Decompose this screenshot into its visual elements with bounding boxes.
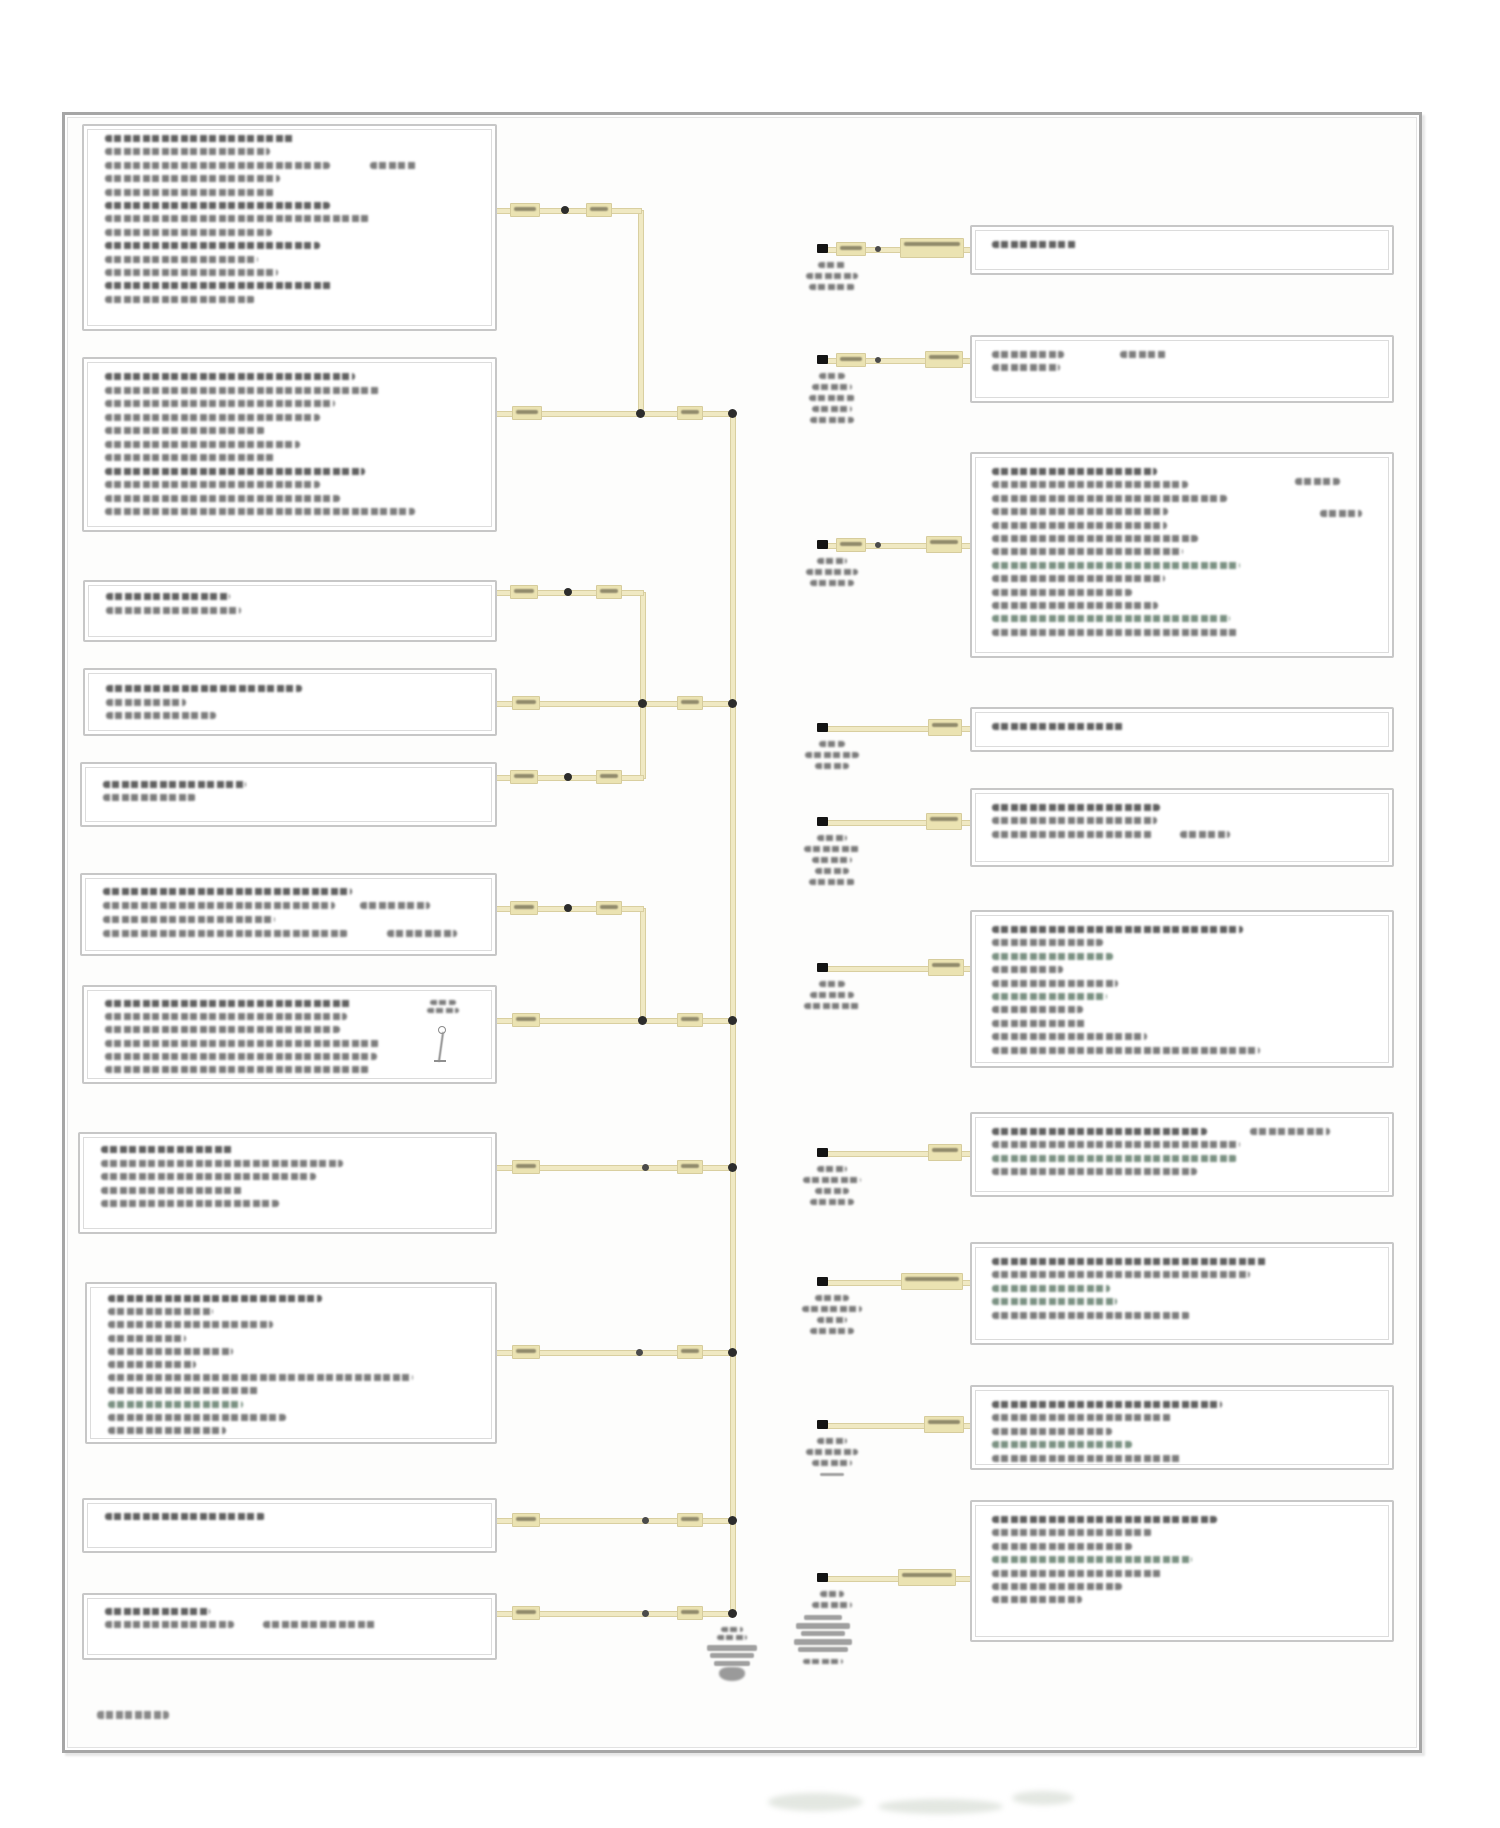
junction-dot bbox=[564, 773, 572, 781]
text-line bbox=[810, 992, 854, 998]
wire-code-label bbox=[512, 1160, 540, 1174]
wire-code-label bbox=[677, 1513, 703, 1527]
wire-code-label bbox=[925, 351, 963, 368]
text-line bbox=[817, 558, 847, 564]
wire-code-smudge bbox=[840, 246, 862, 250]
text-line bbox=[992, 817, 1157, 824]
text-line bbox=[105, 387, 380, 394]
wire-code-smudge bbox=[600, 774, 618, 778]
wire-code-smudge bbox=[681, 1164, 699, 1168]
text-line bbox=[108, 1348, 233, 1355]
text-line bbox=[992, 468, 1157, 475]
text-line bbox=[105, 1000, 352, 1007]
text-line bbox=[815, 1188, 849, 1194]
bus-wire-vertical bbox=[730, 413, 736, 1615]
text-line bbox=[108, 1308, 213, 1315]
component-box bbox=[970, 910, 1394, 1068]
text-line bbox=[810, 580, 854, 586]
text-line bbox=[992, 241, 1077, 248]
text-line bbox=[105, 427, 265, 434]
scan-smudge bbox=[878, 1799, 1003, 1814]
junction-dot bbox=[561, 206, 569, 214]
text-line bbox=[992, 831, 1153, 838]
junction-dot bbox=[728, 699, 737, 708]
text-line bbox=[992, 1543, 1132, 1550]
wire-code-smudge bbox=[932, 963, 960, 967]
text-line bbox=[992, 1298, 1117, 1305]
wire-code-smudge bbox=[516, 1349, 536, 1353]
wire-code-label bbox=[596, 901, 622, 915]
text-line bbox=[370, 162, 417, 169]
text-line bbox=[105, 373, 355, 380]
text-line bbox=[263, 1621, 377, 1628]
pin-square bbox=[817, 540, 828, 549]
text-line bbox=[105, 1026, 340, 1033]
wire-code-label bbox=[510, 770, 538, 784]
wire-code-label bbox=[512, 1513, 540, 1527]
text-line bbox=[992, 1414, 1172, 1421]
text-line bbox=[992, 1556, 1192, 1563]
text-line bbox=[105, 441, 300, 448]
text-line bbox=[108, 1295, 322, 1302]
text-line bbox=[817, 1438, 847, 1444]
wire-code-label bbox=[900, 238, 964, 258]
text-line bbox=[105, 175, 280, 182]
text-line bbox=[105, 1066, 370, 1073]
pin-square bbox=[817, 963, 828, 972]
wire-code-smudge bbox=[516, 700, 536, 704]
pin-square bbox=[817, 723, 828, 732]
wire-code-label bbox=[677, 1345, 703, 1359]
junction-dot bbox=[728, 1516, 737, 1525]
text-line bbox=[992, 1006, 1083, 1013]
wire-code-label bbox=[596, 770, 622, 784]
text-line bbox=[105, 189, 275, 196]
pin-square bbox=[817, 1277, 828, 1286]
wire-code-smudge bbox=[932, 1148, 958, 1152]
text-line bbox=[992, 602, 1158, 609]
text-line bbox=[992, 993, 1107, 1000]
component-box bbox=[970, 788, 1394, 867]
connector-stack-icon bbox=[801, 1631, 845, 1636]
text-line bbox=[105, 468, 365, 475]
text-line bbox=[992, 1401, 1222, 1408]
scan-smudge bbox=[1012, 1791, 1074, 1805]
text-line bbox=[809, 284, 855, 290]
text-line bbox=[103, 930, 348, 937]
text-line bbox=[992, 926, 1243, 933]
text-line bbox=[992, 351, 1064, 358]
junction-dot bbox=[728, 1163, 737, 1172]
text-line bbox=[105, 1513, 265, 1520]
wire-code-label bbox=[677, 1606, 703, 1620]
wire-code-label bbox=[512, 696, 540, 710]
pin-square bbox=[817, 1148, 828, 1157]
wire-code-smudge bbox=[516, 410, 538, 414]
text-line bbox=[108, 1414, 286, 1421]
wire-code-smudge bbox=[681, 1017, 699, 1021]
pin-square bbox=[817, 244, 828, 253]
text-line bbox=[992, 1312, 1190, 1319]
wire-code-label bbox=[924, 1416, 964, 1433]
text-line bbox=[105, 508, 415, 515]
wire-code-smudge bbox=[514, 774, 534, 778]
text-line bbox=[992, 1047, 1260, 1054]
wire-code-smudge bbox=[600, 905, 618, 909]
wire-code-label bbox=[512, 406, 542, 420]
component-box bbox=[82, 1498, 497, 1553]
text-line bbox=[992, 615, 1230, 622]
fuse-icon bbox=[434, 1060, 446, 1062]
text-line bbox=[105, 256, 258, 263]
wire-code-label bbox=[510, 585, 538, 599]
text-line bbox=[106, 699, 186, 706]
text-line bbox=[101, 1200, 279, 1207]
text-line bbox=[105, 481, 320, 488]
text-line bbox=[992, 1033, 1147, 1040]
wire-code-smudge bbox=[905, 1277, 959, 1281]
text-line bbox=[105, 269, 278, 276]
wire-code-label bbox=[836, 242, 866, 256]
text-line bbox=[806, 273, 858, 279]
wire-code-smudge bbox=[681, 1610, 699, 1614]
text-line bbox=[992, 723, 1124, 730]
text-line bbox=[812, 1602, 852, 1608]
wire-code-label bbox=[836, 353, 866, 367]
scan-smudge bbox=[768, 1793, 863, 1811]
wire-code-smudge bbox=[590, 207, 608, 211]
text-line bbox=[806, 1449, 858, 1455]
text-line bbox=[992, 1428, 1112, 1435]
wire-code-label bbox=[928, 719, 962, 736]
junction-dot bbox=[875, 246, 881, 252]
text-line bbox=[105, 454, 275, 461]
text-line bbox=[992, 495, 1227, 502]
text-line bbox=[992, 1285, 1110, 1292]
text-line bbox=[105, 215, 370, 222]
ground-icon bbox=[707, 1645, 757, 1651]
text-line bbox=[803, 1659, 843, 1664]
text-line bbox=[105, 135, 295, 142]
wire-code-smudge bbox=[928, 1420, 960, 1424]
wire-code-smudge bbox=[929, 355, 959, 359]
junction-dot bbox=[564, 904, 572, 912]
text-line bbox=[105, 1608, 210, 1615]
text-line bbox=[105, 202, 330, 209]
wire-code-smudge bbox=[840, 357, 862, 361]
text-line bbox=[819, 741, 845, 747]
text-line bbox=[805, 752, 859, 758]
wire-code-smudge bbox=[932, 723, 958, 727]
text-line bbox=[108, 1387, 260, 1394]
text-line bbox=[815, 868, 849, 874]
text-line bbox=[992, 364, 1060, 371]
junction-dot bbox=[728, 1348, 737, 1357]
text-line bbox=[804, 1003, 860, 1009]
text-line bbox=[108, 1321, 273, 1328]
text-line bbox=[812, 406, 852, 412]
text-line bbox=[820, 1591, 844, 1597]
text-line bbox=[815, 1295, 849, 1301]
text-line bbox=[992, 1128, 1207, 1135]
wire-code-smudge bbox=[902, 1573, 952, 1577]
text-line bbox=[992, 1020, 1087, 1027]
junction-dot bbox=[642, 1517, 649, 1524]
text-line bbox=[817, 1166, 847, 1172]
text-line bbox=[992, 535, 1198, 542]
wire-code-smudge bbox=[514, 589, 534, 593]
wire-code-smudge bbox=[681, 1349, 699, 1353]
text-line bbox=[101, 1173, 316, 1180]
text-line bbox=[717, 1635, 747, 1640]
text-line bbox=[105, 1621, 234, 1628]
text-line bbox=[810, 1199, 854, 1205]
branch-wire-vertical bbox=[640, 908, 646, 1022]
text-line bbox=[992, 548, 1183, 555]
text-line bbox=[806, 569, 858, 575]
junction-dot bbox=[636, 409, 645, 418]
wire-code-label bbox=[677, 1160, 703, 1174]
text-line bbox=[103, 916, 275, 923]
text-line bbox=[108, 1427, 226, 1434]
text-line bbox=[802, 1306, 862, 1312]
wire-code-smudge bbox=[930, 817, 958, 821]
wire-code-label bbox=[512, 1606, 540, 1620]
wire-code-smudge bbox=[904, 242, 960, 246]
branch-wire-vertical bbox=[638, 210, 644, 415]
text-line bbox=[992, 562, 1240, 569]
text-line bbox=[992, 939, 1103, 946]
text-line bbox=[812, 384, 852, 390]
wire-code-smudge bbox=[516, 1610, 536, 1614]
text-line bbox=[810, 417, 854, 423]
text-line bbox=[818, 262, 846, 268]
text-line bbox=[105, 282, 332, 289]
text-line bbox=[992, 1529, 1152, 1536]
connector-stack-icon bbox=[798, 1647, 848, 1652]
text-line bbox=[992, 629, 1238, 636]
branch-wire-vertical bbox=[640, 592, 646, 779]
wire-code-label bbox=[596, 585, 622, 599]
wire-code-smudge bbox=[514, 905, 534, 909]
pin-square bbox=[817, 355, 828, 364]
text-line bbox=[992, 804, 1160, 811]
wire-code-smudge bbox=[681, 700, 699, 704]
connector-stack-icon bbox=[804, 1615, 842, 1620]
text-line bbox=[992, 1168, 1197, 1175]
wire-code-label bbox=[836, 538, 866, 552]
junction-dot bbox=[875, 357, 881, 363]
text-line bbox=[992, 575, 1165, 582]
component-box bbox=[970, 225, 1394, 275]
text-line bbox=[108, 1335, 186, 1342]
text-line bbox=[360, 902, 430, 909]
text-line bbox=[812, 1460, 852, 1466]
ground-icon bbox=[714, 1661, 750, 1666]
wire-code-smudge bbox=[514, 207, 536, 211]
text-line bbox=[992, 966, 1063, 973]
text-line bbox=[101, 1146, 233, 1153]
connector-stack-icon bbox=[796, 1623, 850, 1629]
text-line bbox=[108, 1374, 413, 1381]
wire-code-smudge bbox=[516, 1164, 536, 1168]
text-line bbox=[803, 1177, 861, 1183]
text-line bbox=[103, 794, 196, 801]
component-box bbox=[80, 873, 497, 956]
text-line bbox=[97, 1711, 169, 1719]
text-line bbox=[105, 296, 255, 303]
text-line bbox=[992, 1516, 1217, 1523]
wire-code-smudge bbox=[840, 542, 862, 546]
text-line bbox=[809, 879, 855, 885]
wire-code-label bbox=[926, 536, 962, 553]
text-line bbox=[819, 981, 845, 987]
wire-code-smudge bbox=[516, 1517, 536, 1521]
wire-code-smudge bbox=[516, 1017, 536, 1021]
text-line bbox=[105, 1013, 347, 1020]
junction-dot bbox=[636, 1349, 643, 1356]
text-line bbox=[992, 522, 1167, 529]
text-line bbox=[105, 162, 330, 169]
text-line bbox=[721, 1627, 743, 1632]
text-line bbox=[992, 481, 1188, 488]
text-line bbox=[1120, 351, 1167, 358]
junction-dot bbox=[638, 1016, 647, 1025]
text-line bbox=[992, 1441, 1132, 1448]
text-line bbox=[101, 1187, 243, 1194]
text-line bbox=[992, 1141, 1240, 1148]
text-line bbox=[992, 1570, 1162, 1577]
text-line bbox=[105, 242, 320, 249]
junction-dot bbox=[728, 1609, 737, 1618]
text-line bbox=[815, 763, 849, 769]
text-line bbox=[992, 953, 1113, 960]
text-line bbox=[992, 1583, 1122, 1590]
junction-dot bbox=[875, 542, 881, 548]
text-line bbox=[817, 1317, 847, 1323]
wire-code-smudge bbox=[681, 410, 699, 414]
wire-code-label bbox=[510, 901, 538, 915]
pin-square bbox=[817, 1420, 828, 1429]
text-line bbox=[992, 1596, 1082, 1603]
wire-code-label bbox=[512, 1013, 540, 1027]
junction-dot bbox=[728, 1016, 737, 1025]
wire-code-label bbox=[928, 959, 964, 976]
text-line bbox=[1320, 510, 1362, 517]
text-line bbox=[992, 980, 1118, 987]
text-line bbox=[992, 1455, 1182, 1462]
wire-code-label bbox=[898, 1569, 956, 1586]
text-line bbox=[105, 1053, 377, 1060]
text-line bbox=[804, 846, 860, 852]
text-line bbox=[810, 1328, 854, 1334]
text-line bbox=[105, 148, 270, 155]
wire-code-smudge bbox=[600, 589, 618, 593]
ground-icon bbox=[710, 1653, 754, 1658]
junction-dot bbox=[564, 588, 572, 596]
wire-code-smudge bbox=[930, 540, 958, 544]
text-line bbox=[1295, 478, 1340, 485]
text-line bbox=[105, 495, 340, 502]
text-line bbox=[430, 1000, 456, 1005]
wire-code-label bbox=[510, 203, 540, 217]
wire-code-smudge bbox=[681, 1517, 699, 1521]
pin-square bbox=[817, 1573, 828, 1582]
text-line bbox=[108, 1401, 243, 1408]
connector-stack-icon bbox=[794, 1639, 852, 1645]
wire-code-label bbox=[928, 1144, 962, 1161]
wire-code-label bbox=[512, 1345, 540, 1359]
text-line bbox=[106, 712, 216, 719]
wire-code-label bbox=[677, 696, 703, 710]
ground-icon bbox=[719, 1667, 745, 1681]
text-line bbox=[106, 685, 302, 692]
wire-code-label bbox=[677, 1013, 703, 1027]
text-line bbox=[812, 857, 852, 863]
wire-code-label bbox=[586, 203, 612, 217]
text-line bbox=[101, 1160, 343, 1167]
text-line bbox=[105, 414, 320, 421]
text-line bbox=[105, 400, 335, 407]
text-line bbox=[103, 781, 246, 788]
text-line bbox=[106, 593, 230, 600]
wire-code-label bbox=[901, 1273, 963, 1290]
text-line bbox=[992, 1258, 1267, 1265]
text-line bbox=[103, 902, 335, 909]
underline-mark bbox=[820, 1473, 844, 1476]
wire-code-label bbox=[926, 813, 962, 830]
text-line bbox=[1250, 1128, 1330, 1135]
wire-code-label bbox=[677, 406, 703, 420]
junction-dot bbox=[638, 699, 647, 708]
text-line bbox=[817, 835, 847, 841]
text-line bbox=[992, 1271, 1250, 1278]
text-line bbox=[387, 930, 457, 937]
text-line bbox=[992, 589, 1132, 596]
text-line bbox=[103, 888, 352, 895]
text-line bbox=[105, 229, 272, 236]
text-line bbox=[1180, 831, 1230, 838]
junction-dot bbox=[728, 409, 737, 418]
text-line bbox=[992, 508, 1168, 515]
junction-dot bbox=[642, 1610, 649, 1617]
text-line bbox=[992, 1155, 1237, 1162]
text-line bbox=[819, 373, 845, 379]
text-line bbox=[106, 607, 241, 614]
text-line bbox=[809, 395, 855, 401]
text-line bbox=[427, 1008, 459, 1013]
text-line bbox=[105, 1040, 380, 1047]
text-line bbox=[108, 1361, 196, 1368]
junction-dot bbox=[642, 1164, 649, 1171]
pin-square bbox=[817, 817, 828, 826]
